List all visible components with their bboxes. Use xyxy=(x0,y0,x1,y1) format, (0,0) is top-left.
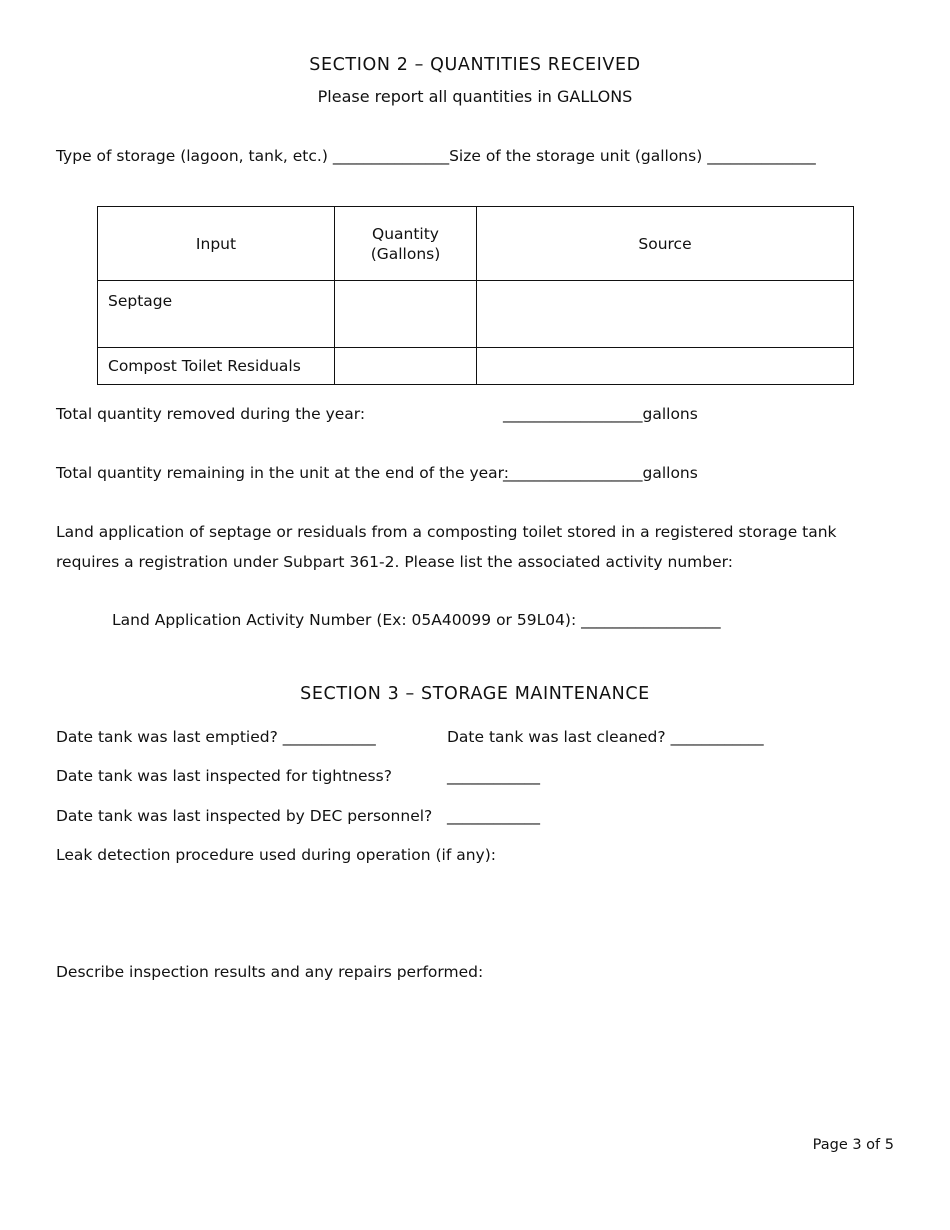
storage-size-field[interactable]: ______________ xyxy=(707,147,816,165)
storage-type-label: Type of storage (lagoon, tank, etc.) xyxy=(56,147,328,165)
last-cleaned-line xyxy=(447,728,764,746)
storage-line xyxy=(56,147,816,165)
last-emptied-field[interactable]: ____________ xyxy=(282,728,376,746)
total-removed-unit: gallons xyxy=(642,405,698,423)
total-remaining-line xyxy=(503,464,698,482)
header-quantity-label: Quantity (Gallons) xyxy=(370,224,441,263)
page-number: Page 3 of 5 xyxy=(812,1137,894,1153)
row-input-septage: Septage xyxy=(98,281,335,348)
table-row xyxy=(98,348,854,385)
header-source: Source xyxy=(477,207,854,281)
section2-title: SECTION 2 – QUANTITIES RECEIVED xyxy=(309,55,641,75)
row-source-compost[interactable] xyxy=(477,348,854,385)
total-removed-field[interactable]: __________________ xyxy=(503,405,643,423)
storage-size-label: Size of the storage unit (gallons) xyxy=(449,147,703,165)
inspection-results-label: Describe inspection results and any repairs performed: xyxy=(56,963,484,981)
section2-subtitle: Please report all quantities in GALLONS xyxy=(317,87,633,106)
last-emptied-line xyxy=(56,728,376,746)
activity-number-field[interactable]: __________________ xyxy=(581,611,721,629)
row-quantity-compost[interactable] xyxy=(335,348,477,385)
section3-title: SECTION 3 – STORAGE MAINTENANCE xyxy=(300,684,650,704)
last-emptied-label: Date tank was last emptied? xyxy=(56,728,278,746)
leak-detection-label: Leak detection procedure used during operation (if any): xyxy=(56,846,496,864)
total-removed-label: Total quantity removed during the year: xyxy=(56,405,366,423)
last-cleaned-field[interactable]: ____________ xyxy=(670,728,764,746)
total-removed-line xyxy=(503,405,698,423)
last-cleaned-label: Date tank was last cleaned? xyxy=(447,728,666,746)
table-row xyxy=(98,281,854,348)
header-input: Input xyxy=(98,207,335,281)
header-quantity xyxy=(335,207,477,281)
total-remaining-unit: gallons xyxy=(642,464,698,482)
dec-field[interactable]: ____________ xyxy=(447,807,540,825)
land-application-text: Land application of septage or residuals from a composting toilet stored in a registered storage tank requires a registration under Subpart 361-2. Please list the associated activity number: xyxy=(56,523,837,571)
tightness-field[interactable]: ____________ xyxy=(447,767,540,785)
dec-label: Date tank was last inspected by DEC personnel? xyxy=(56,807,433,825)
row-input-compost: Compost Toilet Residuals xyxy=(98,348,335,385)
total-remaining-field[interactable]: __________________ xyxy=(503,464,643,482)
tightness-label: Date tank was last inspected for tightness? xyxy=(56,767,392,785)
row-quantity-septage[interactable] xyxy=(335,281,477,348)
storage-type-field[interactable]: _______________ xyxy=(332,147,450,165)
activity-number-label: Land Application Activity Number (Ex: 05A40099 or 59L04): xyxy=(112,611,577,629)
total-remaining-label: Total quantity remaining in the unit at the end of the year: xyxy=(56,464,509,482)
row-source-septage[interactable] xyxy=(477,281,854,348)
activity-number-line xyxy=(112,611,721,629)
quantities-table xyxy=(97,206,854,385)
